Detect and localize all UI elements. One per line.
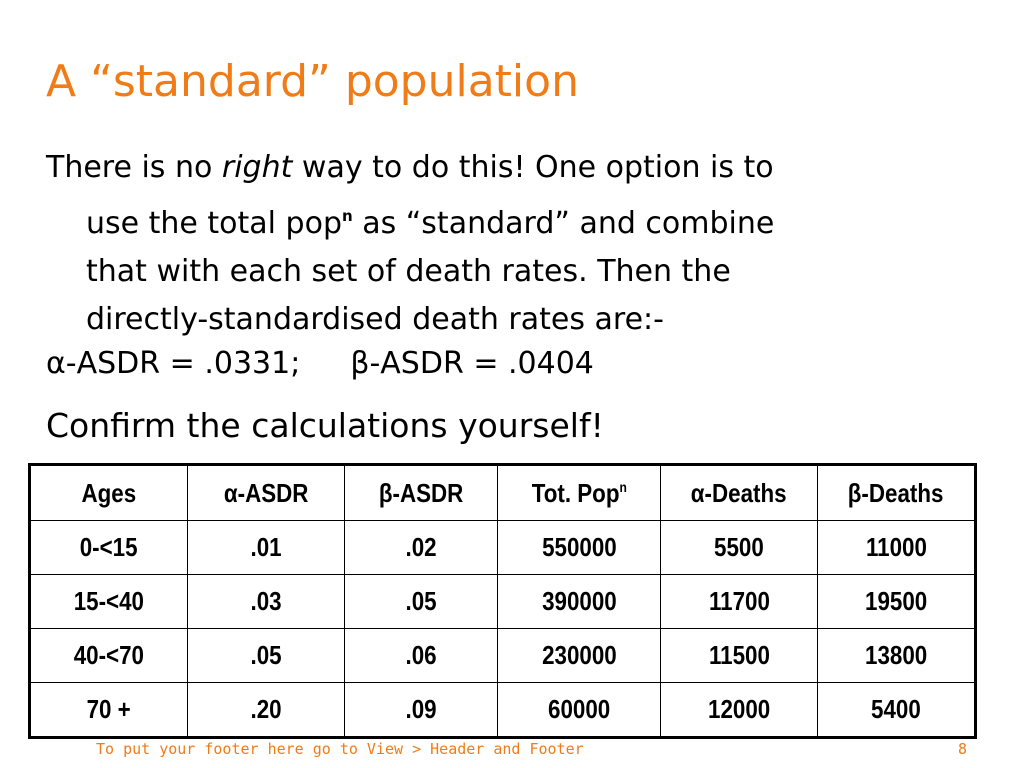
table-cell: 12000 [661,683,818,738]
header-beta-asdr: β-ASDR [345,465,498,521]
table-cell: 60000 [498,683,661,738]
table-cell: .02 [345,521,498,575]
table-cell: .03 [188,575,345,629]
table-cell: 19500 [818,575,976,629]
table-cell: 11500 [661,629,818,683]
table-row [30,575,976,629]
para-line-1: There is no right way to do this! One option is to [46,150,774,185]
table-row [30,521,976,575]
table-cell: 70 + [30,683,188,738]
slide-title: A “standard” population [46,56,579,107]
table-header-row [30,465,976,521]
header-ages: Ages [30,465,188,521]
para-line-3: that with each set of death rates. Then the [86,254,731,289]
table-cell: .06 [345,629,498,683]
rates-table [28,463,977,739]
page-number: 8 [958,740,968,758]
beta-asdr-result: β-ASDR = .0404 [350,346,594,381]
table-cell: 0-<15 [30,521,188,575]
table-cell: 390000 [498,575,661,629]
table-cell: .20 [188,683,345,738]
table-cell: 5400 [818,683,976,738]
alpha-asdr-result: α-ASDR = .0331; [46,346,301,381]
table-cell: 5500 [661,521,818,575]
header-alpha-asdr: α-ASDR [188,465,345,521]
table-row [30,683,976,738]
table-cell: 11700 [661,575,818,629]
table-cell: 550000 [498,521,661,575]
asdr-results [46,346,594,381]
table-cell: .01 [188,521,345,575]
para-line-2: use the total pop$^n$ as “standard” and combine [86,206,775,241]
para-line-4: directly-standardised death rates are:- [86,302,664,337]
slide-footer: To put your footer here go to View > Header and Footer [96,740,584,758]
table-cell: 40-<70 [30,629,188,683]
confirm-text: Confirm the calculations yourself! [46,406,604,445]
header-beta-deaths: β-Deaths [818,465,976,521]
header-tot-pop: Tot. Pop$^n$ [498,465,661,521]
table-cell: .05 [188,629,345,683]
table-cell: 11000 [818,521,976,575]
table-cell: 15-<40 [30,575,188,629]
table-row [30,629,976,683]
intro-paragraph [46,144,996,344]
table-cell: .09 [345,683,498,738]
table-cell: 230000 [498,629,661,683]
table-cell: 13800 [818,629,976,683]
header-alpha-deaths: α-Deaths [661,465,818,521]
table-cell: .05 [345,575,498,629]
